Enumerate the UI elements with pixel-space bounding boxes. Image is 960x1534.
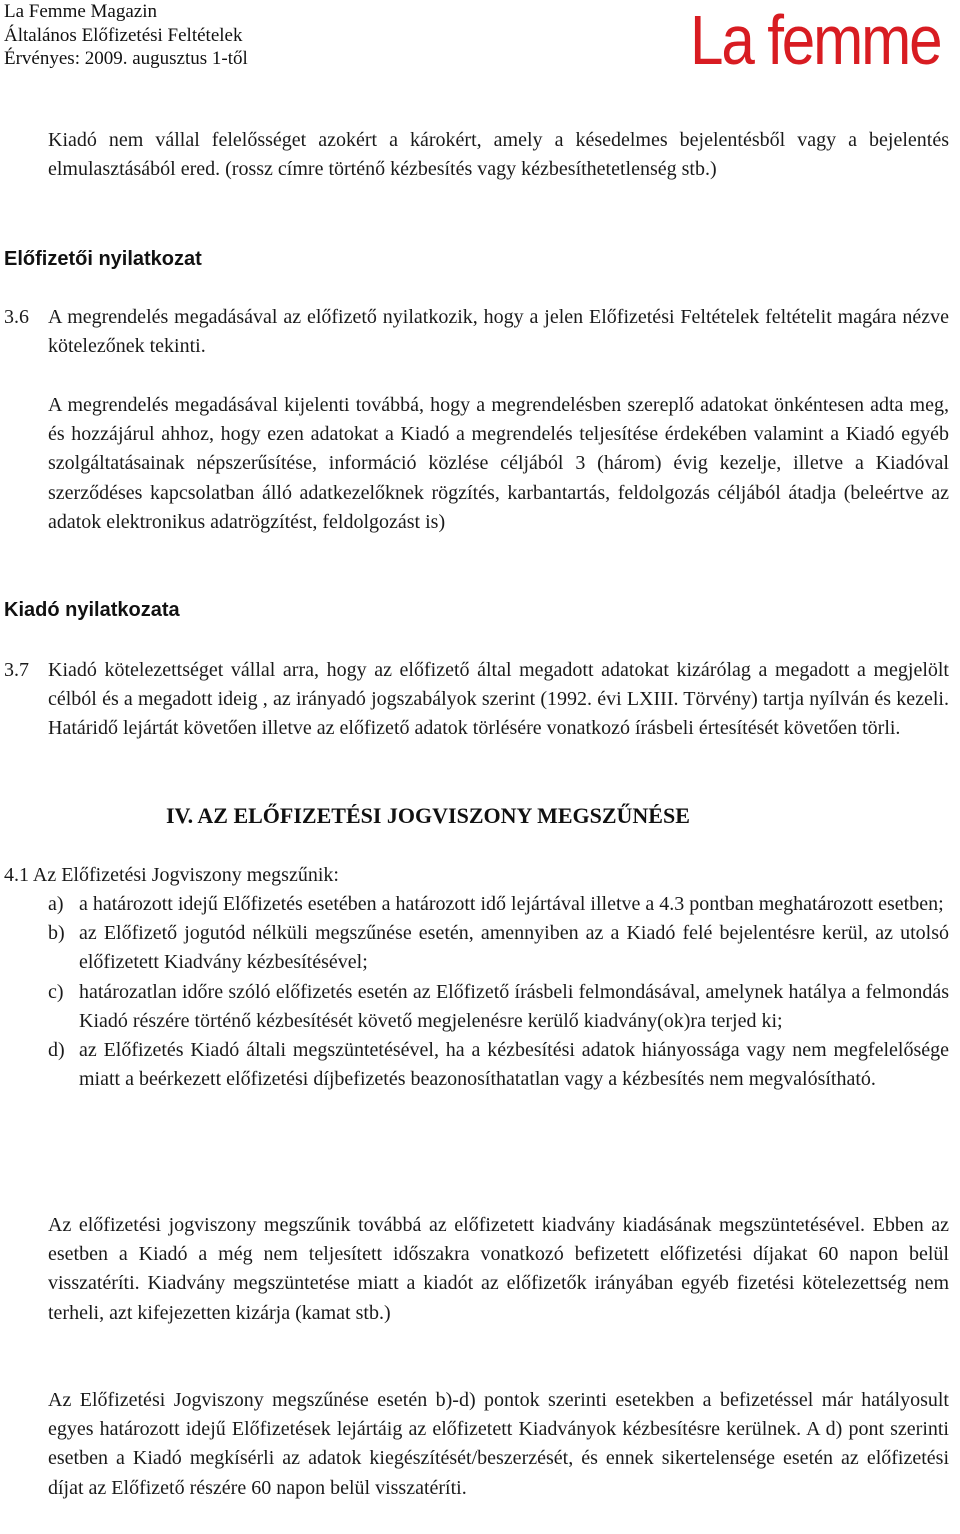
list-item <box>48 890 949 919</box>
list-item-text: az Előfizető jogutód nélküli megszűnése esetén, amennyiben az a Kiadó felé bejelentésre kerül, az utolsó előfizetett Kiadvány kézbesítésével; <box>79 922 949 974</box>
document-header <box>4 0 248 71</box>
clause-3-6 <box>4 303 949 361</box>
list-item-text: az Előfizetés Kiadó általi megszüntetésével, ha a kézbesítési adatok hiányossága vagy nem megfelelősége miatt a beérkezett előfizetési díjbefizetés beazonosíthatatlan vagy a kézbesítés nem megvalósítható. <box>79 1039 949 1091</box>
list-item-text: határozatlan időre szóló előfizetés esetén az Előfizető írásbeli felmondásával, amelynek hatálya a felmondás Kiadó részére történő kézbesítését követő megjelenésre kerülő kiadvány(ok)ra terjed ki; <box>79 980 949 1032</box>
publisher-statement-heading: Kiadó nyilatkozata <box>4 599 180 621</box>
list-marker: b) <box>48 922 65 945</box>
clause-3-6-continuation: A megrendelés megadásával kijelenti továbbá, hogy a megrendelésben szereplő adatokat önkéntesen adta meg, és hozzájárul ahhoz, hogy ezen adatokat a Kiadó a megrendelés teljesítése érdekében valamint a Kiadó egyéb szolgáltatásainak népszerűsítése, információ közlése céljából 3 (három) évig kezelje, illetve a Kiadóval szerződéses kapcsolatban álló adatkezelőknek rögzítés, karbantartás, feldolgozás céljából átadja (beleértve az adatok elektronikus adatrögzítést, feldolgozást is) <box>48 394 949 533</box>
list-item <box>48 978 949 1036</box>
clause-3-7 <box>4 656 949 744</box>
liability-paragraph: Kiadó nem vállal felelősséget azokért a károkért, amely a késedelmes bejelentésből vagy a bejelentés elmulasztásából ered. (rossz címre történő kézbesítés vagy kézbesíthetetlenség stb.) <box>48 129 949 181</box>
header-magazine-name: La Femme Magazin <box>4 1 158 22</box>
list-item-text: a határozott idejű Előfizetés esetében a határozott idő lejártával illetve a 4.3 pontban meghatározott esetben; <box>79 893 944 915</box>
list-item <box>48 1036 949 1094</box>
list-marker: a) <box>48 893 64 915</box>
list-marker: c) <box>48 980 64 1003</box>
list-item <box>48 919 949 977</box>
refund-paragraph: Az Előfizetési Jogviszony megszűnése esetén b)-d) pontok szerinti esetekben a befizetéssel már hatályosult egyes határozott idejű Előfizetések lejártáig az előfizetett Kiadványok kézbesítésre kerülnek. A d) pont szerinti esetben a Kiadó megkísérli az adatok kiegészítését/beszerzését, és ennek sikertelensége esetén az előfizetési díjat az Előfizető részére 60 napon belül visszatéríti. <box>48 1389 949 1499</box>
section-iv-title: IV. AZ ELŐFIZETÉSI JOGVISZONY MEGSZŰNÉSE <box>166 803 690 828</box>
header-validity-date: Érvényes: 2009. augusztus 1-től <box>4 48 248 69</box>
subscriber-statement-heading: Előfizetői nyilatkozat <box>4 248 202 270</box>
clause-3-7-number: 3.7 <box>4 659 29 681</box>
clause-3-6-text: A megrendelés megadásával az előfizető nyilatkozik, hogy a jelen Előfizetési Feltételek feltételit magára nézve kötelezőnek tekinti. <box>48 306 949 358</box>
clause-4-1: 4.1 Az Előfizetési Jogviszony megszűnik: <box>4 864 339 886</box>
la-femme-logo: La femme <box>690 1 941 79</box>
header-document-title: Általános Előfizetési Feltételek <box>4 24 243 46</box>
list-marker: d) <box>48 1039 65 1062</box>
termination-cases-list <box>48 890 949 1094</box>
clause-3-6-number: 3.6 <box>4 306 29 328</box>
termination-paragraph: Az előfizetési jogviszony megszűnik továbbá az előfizetett kiadvány kiadásának megszüntetésével. Ebben az esetben a Kiadó a még nem teljesített időszakra vonatkozó befizetett előfizetési díjakat 60 napon belül visszatéríti. Kiadvány megszüntetése miatt a kiadót az előfizetők irányában egyéb fizetési kötelezettség nem terheli, azt kifejezetten kizárja (kamat stb.) <box>48 1214 949 1324</box>
clause-3-7-text: Kiadó kötelezettséget vállal arra, hogy az előfizető által megadott adatokat kizárólag a megadott a megjelölt célból és a megadott ideig , az irányadó jogszabályok szerint (1992. évi LXIII. Törvény) tartja nyílván és kezeli. Határidő lejártát követően illetve az előfizető adatok törlésére vonatkozó írásbeli értesítését követően törli. <box>48 659 949 740</box>
